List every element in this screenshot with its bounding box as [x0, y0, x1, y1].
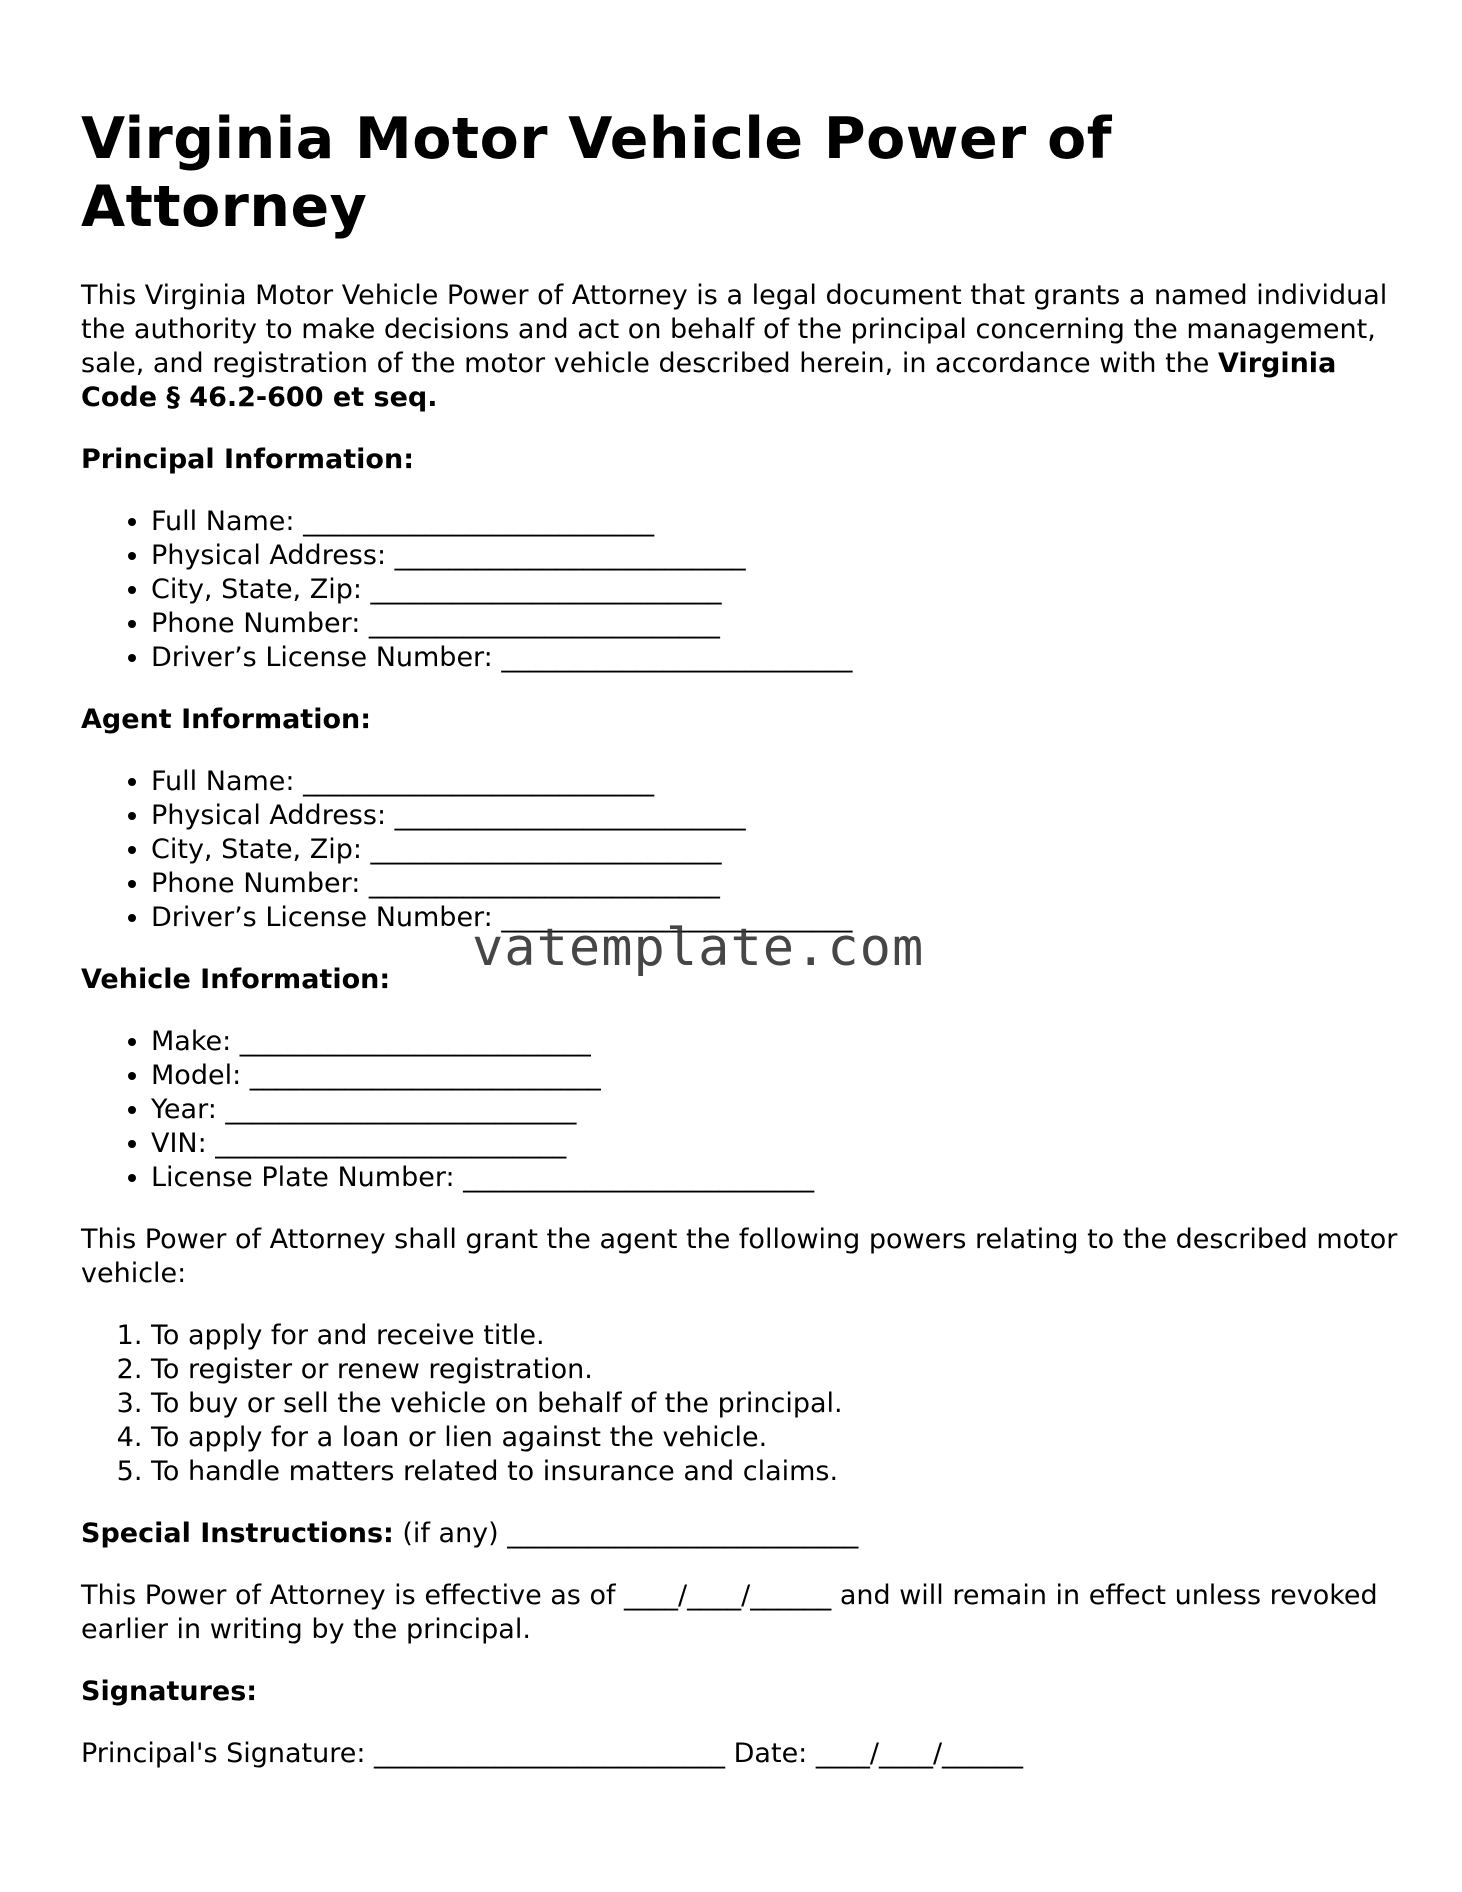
power-item: 5. To handle matters related to insurance and claims.	[151, 1455, 1381, 1489]
principal-phone-field: • Phone Number: __________________________	[151, 607, 1381, 641]
vehicle-year-field: • Year: __________________________	[151, 1093, 1381, 1127]
principal-city-state-zip-field: • City, State, Zip: __________________________	[151, 573, 1381, 607]
special-instructions	[81, 1517, 1401, 1551]
agent-license-field: • Driver’s License Number: __________________________	[151, 901, 1381, 935]
vehicle-vin-field: • VIN: __________________________	[151, 1127, 1381, 1161]
principal-signature-line: Principal's Signature: __________________________ Date: ____/____/______	[81, 1738, 1024, 1769]
vehicle-heading: Vehicle Information:	[81, 964, 391, 995]
agent-full-name-field: • Full Name: __________________________	[151, 765, 1381, 799]
power-item: 1. To apply for and receive title.	[151, 1319, 1381, 1353]
special-instructions-label: Special Instructions:	[81, 1518, 394, 1549]
vehicle-plate-field: • License Plate Number: __________________________	[151, 1161, 1381, 1195]
powers-list	[81, 1319, 1381, 1489]
principal-fields-list	[81, 505, 1381, 675]
effective-date-paragraph: This Power of Attorney is effective as of ____/____/______ and will remain in effect unless revoked earlier in writing by the principal.	[81, 1580, 1378, 1645]
vehicle-fields-list	[81, 1025, 1381, 1195]
principal-heading: Principal Information:	[81, 444, 415, 475]
power-item: 4. To apply for a loan or lien against the vehicle.	[151, 1421, 1381, 1455]
agent-fields-list	[81, 765, 1381, 935]
powers-intro: This Power of Attorney shall grant the agent the following powers relating to the described motor vehicle:	[81, 1224, 1398, 1289]
signatures-heading: Signatures:	[81, 1676, 258, 1707]
special-instructions-field: (if any) __________________________	[393, 1518, 859, 1549]
intro-code-reference: Virginia Code § 46.2-600 et seq.	[81, 348, 1337, 413]
document-page	[81, 0, 1398, 1771]
intro-paragraph	[81, 279, 1401, 415]
principal-license-field: • Driver’s License Number: __________________________	[151, 641, 1381, 675]
watermark: vatemplate.com	[472, 918, 925, 978]
document-title: Virginia Motor Vehicle Power of Attorney	[81, 106, 1113, 240]
vehicle-make-field: • Make: __________________________	[151, 1025, 1381, 1059]
vehicle-model-field: • Model: __________________________	[151, 1059, 1381, 1093]
agent-phone-field: • Phone Number: __________________________	[151, 867, 1381, 901]
agent-city-state-zip-field: • City, State, Zip: __________________________	[151, 833, 1381, 867]
power-item: 3. To buy or sell the vehicle on behalf of the principal.	[151, 1387, 1381, 1421]
principal-full-name-field: • Full Name: __________________________	[151, 505, 1381, 539]
intro-text: This Virginia Motor Vehicle Power of Attorney is a legal document that grants a named individual the authority to make decisions and act on behalf of the principal concerning the management, sale, and registration of the motor vehicle described herein, in accordance with the	[81, 280, 1388, 379]
principal-address-field: • Physical Address: __________________________	[151, 539, 1381, 573]
agent-heading: Agent Information:	[81, 704, 372, 735]
agent-address-field: • Physical Address: __________________________	[151, 799, 1381, 833]
power-item: 2. To register or renew registration.	[151, 1353, 1381, 1387]
